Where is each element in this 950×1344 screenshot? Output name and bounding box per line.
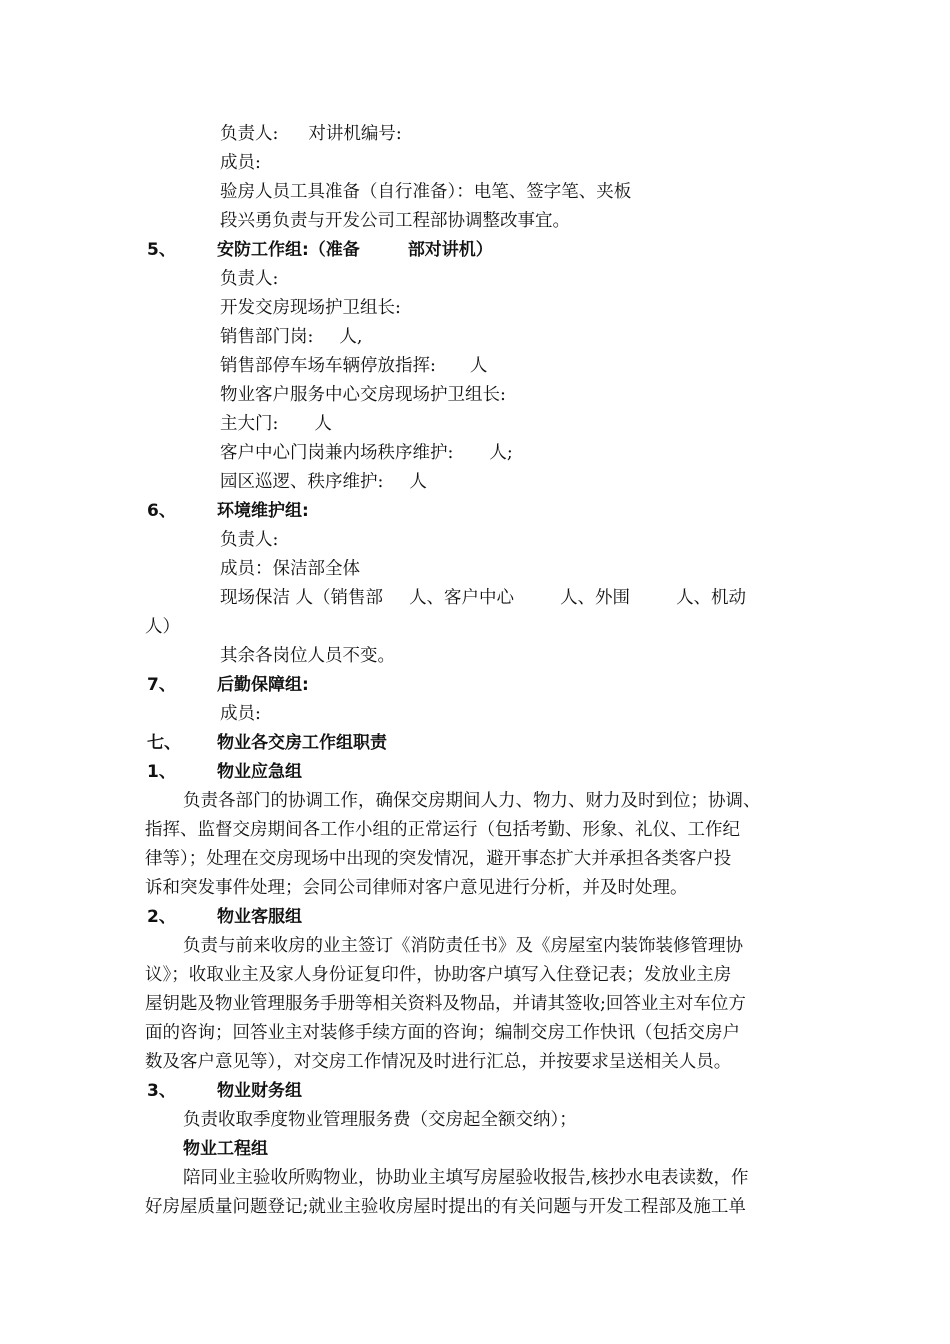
radio-number-label: 对讲机编号: — [308, 124, 402, 144]
section-6-number: 6、 — [147, 501, 176, 521]
section-5-title: 安防工作组:（准备 部对讲机） — [217, 240, 493, 260]
s6-members: 成员：保洁部全体 — [220, 559, 360, 579]
group-1-para-line: 负责各部门的协调工作，确保交房期间人力、物力、财力及时到位；协调、 — [183, 791, 761, 811]
group-3-title: 物业财务组 — [217, 1081, 302, 1101]
group-3-para-line: 负责收取季度物业管理服务费（交房起全额交纳）； — [183, 1110, 577, 1130]
coordination-line: 段兴勇负责与开发公司工程部协调整改事宜。 — [220, 211, 570, 231]
s5-guard-leader: 开发交房现场护卫组长: — [220, 298, 401, 318]
s7-members: 成员: — [220, 704, 261, 724]
group-1-number: 1、 — [147, 762, 176, 782]
responsible-person-label: 负责人: — [220, 124, 279, 144]
s5-main-gate: 主大门: 人 — [220, 414, 332, 434]
group-1-para-line: 诉和突发事件处理；会同公司律师对客户意见进行分析，并及时处理。 — [145, 878, 688, 898]
group-4-para-line: 好房屋质量问题登记;就业主验收房屋时提出的有关问题与开发工程部及施工单 — [145, 1197, 746, 1217]
group-2-para-line: 面的咨询；回答业主对装修手续方面的咨询；编制交房工作快讯（包括交房户 — [145, 1023, 740, 1043]
group-4-para-line: 陪同业主验收所购物业，协助业主填写房屋验收报告,核抄水电表读数，作 — [183, 1168, 749, 1188]
s5-client-gate: 客户中心门岗兼内场秩序维护: 人; — [220, 443, 513, 463]
group-2-title: 物业客服组 — [217, 907, 302, 927]
group-4-title: 物业工程组 — [183, 1139, 268, 1159]
section-6-title: 环境维护组: — [217, 501, 309, 521]
members-line: 成员: — [220, 153, 261, 173]
group-2-para-line: 议》；收取业主及家人身份证复印件，协助客户填写入住登记表；发放业主房 — [145, 965, 732, 985]
s5-responsible: 负责人: — [220, 269, 279, 289]
group-2-para-line: 负责与前来收房的业主签订《消防责任书》及《房屋室内装饰装修管理协 — [183, 936, 743, 956]
contact-line — [220, 122, 402, 146]
s5-patrol: 园区巡逻、秩序维护: 人 — [220, 472, 427, 492]
group-1-para-line: 律等）；处理在交房现场中出现的突发情况，避开事态扩大并承担各类客户投 — [145, 849, 732, 869]
tools-line: 验房人员工具准备（自行准备）：电笔、签字笔、夹板 — [220, 182, 632, 202]
s5-service-center-leader: 物业客户服务中心交房现场护卫组长: — [220, 385, 506, 405]
group-1-title: 物业应急组 — [217, 762, 302, 782]
chapter-7-title: 物业各交房工作组职责 — [217, 733, 387, 753]
s6-cleaning-cont: 人） — [145, 617, 180, 637]
chapter-7-number: 七、 — [147, 733, 181, 753]
s6-others: 其余各岗位人员不变。 — [220, 646, 395, 666]
group-2-number: 2、 — [147, 907, 176, 927]
s5-parking: 销售部停车场车辆停放指挥: 人 — [220, 356, 488, 376]
group-1-para-line: 指挥、监督交房期间各工作小组的正常运行（包括考勤、形象、礼仪、工作纪 — [145, 820, 740, 840]
s6-cleaning: 现场保洁 人（销售部 人、客户中心 人、外围 人、机动 — [220, 588, 747, 608]
s5-sales-post: 销售部门岗: 人, — [220, 327, 363, 347]
section-5-number: 5、 — [147, 240, 176, 260]
section-7-number: 7、 — [147, 675, 176, 695]
group-2-para-line: 屋钥匙及物业管理服务手册等相关资料及物品，并请其签收;回答业主对车位方 — [145, 994, 746, 1014]
group-2-para-line: 数及客户意见等），对交房工作情况及时进行汇总，并按要求呈送相关人员。 — [145, 1052, 732, 1072]
s6-responsible: 负责人: — [220, 530, 279, 550]
group-3-number: 3、 — [147, 1081, 176, 1101]
section-7-title: 后勤保障组: — [217, 675, 309, 695]
